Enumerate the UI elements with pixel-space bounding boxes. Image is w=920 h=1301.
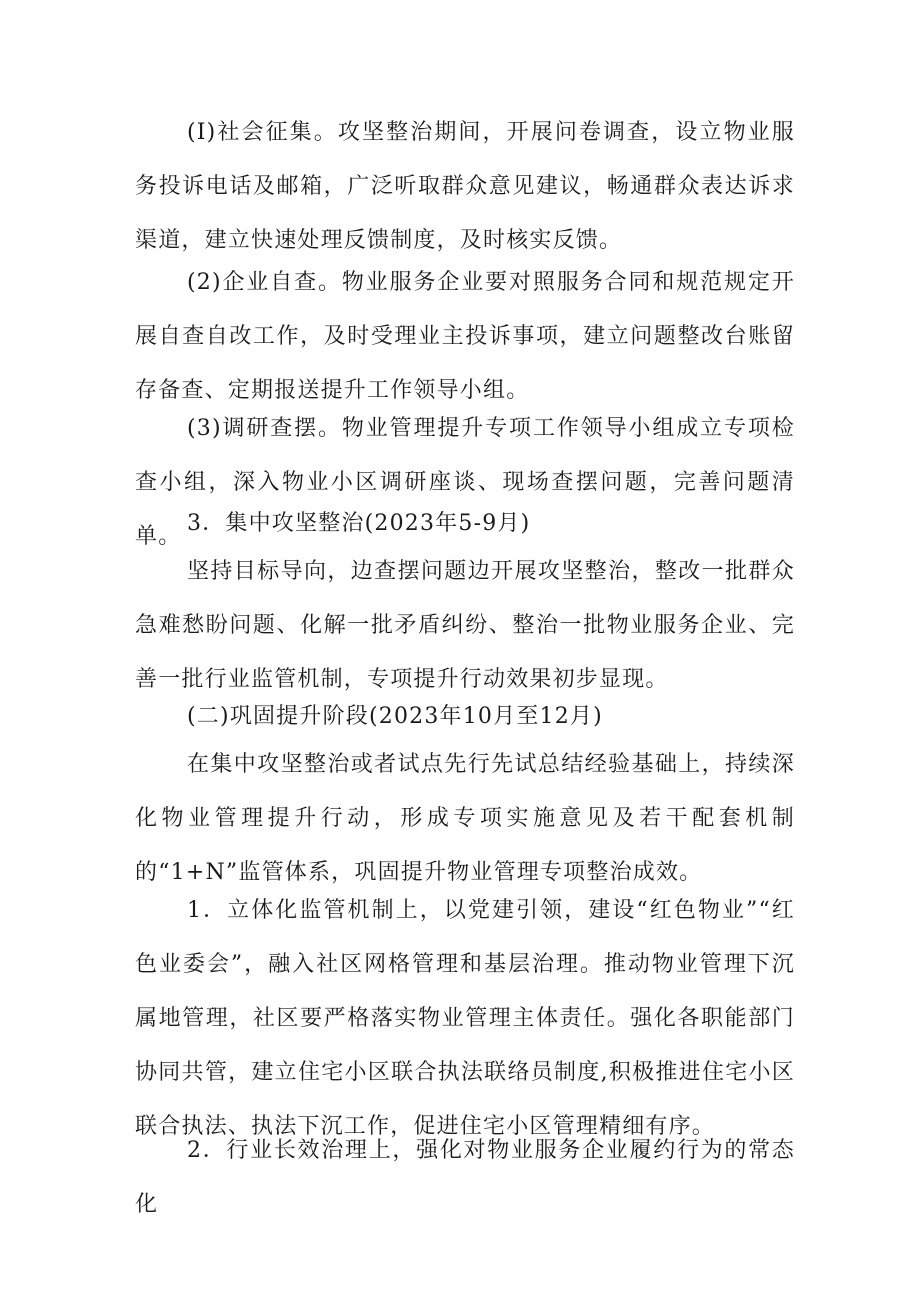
paragraph-goal-orientation: 坚持目标导向，边查摆问题边开展攻坚整治，整改一批群众急难愁盼问题、化解一批矛盾纠纷、整治一批物业服务企业、完善一批行业监管机制，专项提升行动效果初步显现。 [135, 559, 795, 692]
paragraph-supervision-mechanism: 1．立体化监管机制上，以党建引领，建设“红色物业”“红色业委会”，融入社区网格管理和基层治理。推动物业管理下沉属地管理，社区要严格落实物业管理主体责任。强化各职能部门协同共管，建立住宅小区联合执法联络员制度,积极推进住宅小区联合执法、执法下沉工作，促进住宅小区管理精细有序。 [135, 898, 795, 1139]
section-heading-concentrated-rectification: 3．集中攻坚整治(2023年5-9月) [187, 511, 531, 536]
paragraph-research-inspection: (3)调研查摆。物业管理提升专项工作领导小组成立专项检查小组，深入物业小区调研座谈、现场查摆问题，完善问题清单。 [135, 416, 795, 549]
paragraph-social-collection: (I)社会征集。攻坚整治期间，开展问卷调查，设立物业服务投诉电话及邮箱，广泛听取群众意见建议，畅通群众表达诉求渠道，建立快速处理反馈制度，及时核实反馈。 [135, 120, 795, 253]
paragraph-enterprise-self-inspection: (2)企业自查。物业服务企业要对照服务合同和规范规定开展自查自改工作，及时受理业主投诉事项，建立问题整改台账留存备查、定期报送提升工作领导小组。 [135, 270, 795, 403]
paragraph-long-term-governance: 2．行业长效治理上，强化对物业服务企业履约行为的常态化 [135, 1138, 795, 1217]
paragraph-consolidation-summary: 在集中攻坚整治或者试点先行先试总结经验基础上，持续深化物业管理提升行动，形成专项实施意见及若干配套机制的“1+N”监管体系，巩固提升物业管理专项整治成效。 [135, 752, 795, 885]
section-heading-consolidation-stage: (二)巩固提升阶段(2023年10月至12月) [187, 704, 603, 729]
